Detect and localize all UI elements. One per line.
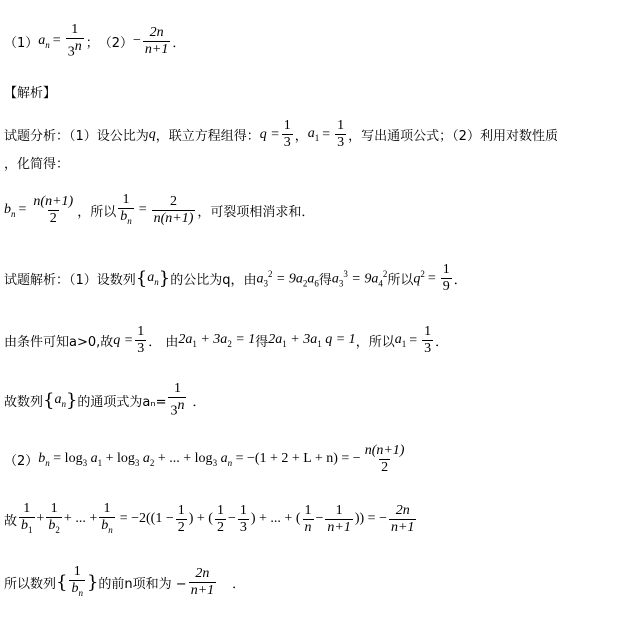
analysis-text-5: ，可裂项相消求和．	[197, 204, 315, 220]
left-brace: {	[56, 571, 68, 593]
equation-3: $2a_1 + 3a_2 = 1$	[178, 332, 256, 349]
solution-text-11: 故	[4, 513, 18, 529]
q-equals: q =	[113, 332, 134, 348]
solution-line-4	[4, 443, 408, 476]
right-brace: }	[65, 389, 78, 411]
solution-line-3	[4, 381, 205, 420]
plus-sign: +	[36, 511, 45, 527]
solution-text-4: 所以	[387, 273, 414, 288]
q-fraction: $\frac{1}{3}$	[137, 324, 145, 356]
part2-label: （2）	[4, 454, 39, 469]
solution-text-2: 的公比为q，由	[170, 273, 257, 288]
period: ．	[192, 394, 206, 410]
paren-plus: ) + (	[188, 511, 213, 527]
answer1-fraction: $\frac{1}{3^n}$	[67, 22, 82, 60]
right-brace: }	[158, 268, 171, 289]
minus-sign: −	[315, 511, 324, 527]
equals-sign: =	[18, 202, 27, 218]
solution-text-1: 试题解析：（1）设数列	[4, 273, 136, 288]
solution-line-5	[4, 501, 418, 538]
analysis-line-3	[4, 192, 314, 229]
inv-b2-fraction: $\frac{1}{b_2}$	[46, 501, 62, 538]
solution-text-3: 得	[318, 273, 332, 288]
bn-log-expression: $b_n = \log_3 a_1 + \log_3 a_2$ + ... + $\log_3 a_n = -(1 + 2 + L + n)$ = −	[38, 451, 361, 468]
inv-bn-fraction: $\frac{1}{b_n}$	[99, 501, 115, 538]
equals-sign: =	[409, 332, 418, 348]
period: ．	[453, 273, 467, 288]
equals-sign: =	[138, 202, 147, 218]
analysis-text-3: ，写出通项公式；（2）利用对数性质	[348, 129, 558, 144]
separator: ；	[85, 35, 99, 51]
inv-n1-fraction: $\frac{1}{n+1}$	[327, 502, 351, 535]
analysis-heading: 【解析】	[4, 86, 57, 101]
solution-line-2	[4, 324, 448, 357]
final-sum-fraction: $\frac{2n}{n+1}$	[190, 565, 215, 598]
sum-result-fraction: $\frac{2n}{n+1}$	[390, 502, 415, 535]
left-brace: {	[135, 268, 148, 289]
solution-text-10: 的通项式为aₙ=	[77, 394, 167, 410]
half-fraction: $\frac{1}{2}$	[177, 502, 185, 535]
a-n: $a_n$	[38, 32, 50, 50]
period: ．	[232, 576, 246, 592]
bn-fraction: $\frac{n(n+1)}{2}$	[33, 193, 74, 226]
solution-line-6	[4, 564, 245, 601]
a1-symbol: $a_1$	[307, 126, 320, 143]
telescoping-end: )) = −	[354, 511, 387, 527]
answer2-fraction: $\frac{2n}{n+1}$	[144, 24, 169, 57]
part2-label: （2）	[98, 35, 133, 51]
split-fraction: $\frac{2}{n(n+1)}$	[153, 193, 194, 226]
equals-sign: =	[427, 270, 436, 286]
period: ．	[172, 35, 186, 51]
equation-2: $a_3^3 = 9a_4^2$	[331, 268, 388, 289]
paren-ellipsis: ) + ... + (	[250, 511, 301, 527]
solution-text-7: 得	[255, 335, 269, 350]
analysis-text-2: ，联立方程组得：	[155, 129, 260, 144]
comma: ，	[294, 129, 308, 144]
q-equals: q =	[259, 126, 280, 142]
seq-an: $a_n$	[147, 270, 159, 287]
q-fraction: $\frac{1}{3}$	[283, 118, 291, 150]
q-squared-fraction: $\frac{1}{9}$	[442, 262, 450, 294]
solution-text-13: 的前n项和为 −	[98, 576, 187, 592]
q-squared: $q^2$	[413, 269, 425, 287]
inv-b1-fraction: $\frac{1}{b_1}$	[19, 501, 35, 538]
solution-line-1	[4, 262, 467, 295]
equals-sign: =	[322, 126, 331, 142]
solution-text-12: 所以数列	[4, 576, 57, 592]
q-symbol: q	[148, 126, 156, 142]
minus-sign: −	[227, 511, 236, 527]
general-term-fraction: $\frac{1}{3^n}$	[170, 381, 185, 419]
solution-text-6: ． 由	[148, 335, 179, 350]
equals-sign: =	[52, 33, 61, 49]
solution-text-9: 故数列	[4, 394, 44, 410]
half-fraction-2: $\frac{1}{2}$	[216, 502, 224, 535]
part1-label: （1）	[4, 35, 39, 51]
inv-bn-fraction: $\frac{1}{b_n}$	[69, 564, 85, 601]
analysis-line-2: ，化简得：	[4, 157, 70, 172]
analysis-text-1: 试题分析：（1）设公比为	[4, 129, 149, 144]
period: ．	[435, 335, 449, 350]
bn-result-fraction: $\frac{n(n+1)}{2}$	[364, 443, 405, 475]
answer-line	[4, 22, 185, 61]
inv-n-fraction: $\frac{1}{n}$	[304, 502, 312, 535]
b-n: $b_n$	[4, 202, 16, 219]
solution-text-5: 由条件可知a>0,故	[4, 335, 114, 350]
a1-fraction: $\frac{1}{3}$	[337, 118, 345, 150]
a1-fraction: $\frac{1}{3}$	[424, 324, 432, 356]
left-brace: {	[43, 389, 55, 411]
minus-sign: −	[132, 33, 141, 49]
analysis-line-1	[4, 118, 558, 151]
analysis-text-4: ，所以	[77, 204, 117, 220]
seq-an: $a_n$	[54, 391, 66, 409]
equation-1: $a_3^2 = 9a_2a_6$	[256, 268, 319, 289]
ellipsis-plus: + ... +	[63, 511, 98, 527]
inverse-bn-fraction: $\frac{1}{b_n}$	[118, 192, 134, 229]
telescoping-start: = −2((1 −	[119, 511, 174, 527]
a1-symbol: $a_1$	[394, 332, 407, 349]
right-brace: }	[86, 571, 99, 593]
solution-text-8: ，所以	[355, 335, 395, 350]
equation-4: $2a_1 + 3a_1$ q = 1	[268, 332, 356, 349]
third-fraction: $\frac{1}{3}$	[239, 502, 247, 535]
